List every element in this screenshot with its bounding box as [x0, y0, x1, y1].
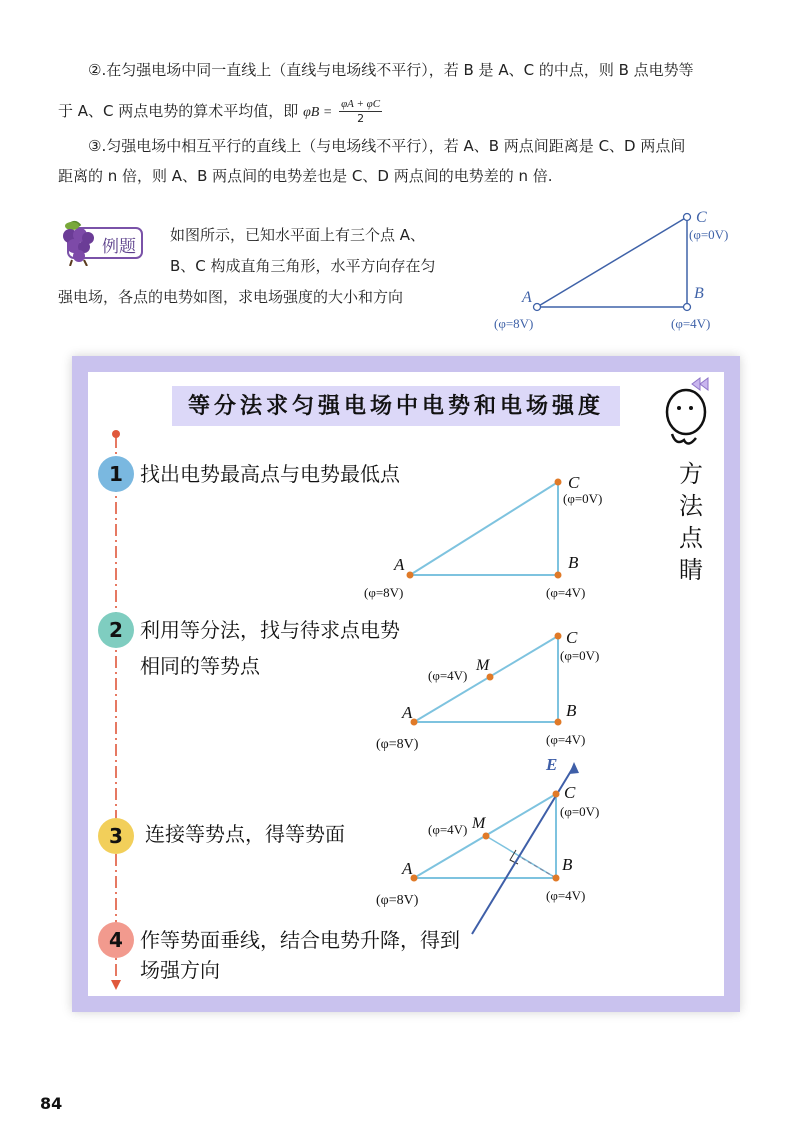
- s1-phi-a: (φ=8V): [364, 585, 404, 600]
- s1-point-a: [407, 572, 414, 579]
- formula-numerator: φA + φC: [341, 98, 381, 110]
- timeline-arrow-icon: [111, 980, 121, 990]
- label-b: B: [694, 285, 704, 302]
- step-4-text-line1: 作等势面垂线，结合电势升降，得到: [140, 928, 460, 952]
- side-label-char-3: 点: [679, 524, 703, 552]
- s3-label-b: B: [562, 855, 573, 874]
- phi-c: (φ=0V): [689, 227, 729, 242]
- s3-point-b: [553, 875, 560, 882]
- point-b: [684, 304, 691, 311]
- step-3-text: 连接等势点，得等势面: [145, 822, 345, 846]
- s3-phi-a: (φ=8V): [376, 893, 419, 908]
- phi-b: (φ=4V): [671, 316, 711, 331]
- segment-ac: [537, 217, 687, 307]
- example-badge: [58, 220, 144, 264]
- s2-point-b: [555, 719, 562, 726]
- step-2-diagram: [360, 626, 620, 760]
- example-badge-label: 例题: [102, 237, 136, 257]
- formula-fraction: [339, 98, 382, 125]
- step-2-number: 2: [98, 612, 134, 648]
- s2-phi-a: (φ=8V): [376, 737, 419, 752]
- s2-phi-m: (φ=4V): [428, 668, 468, 683]
- s3-field-arrow-icon: [569, 762, 579, 774]
- mascot-icon: [662, 374, 714, 452]
- s3-phi-b: (φ=4V): [546, 888, 586, 903]
- paragraph-2-line2: [58, 98, 748, 125]
- side-label-char-1: 方: [679, 460, 703, 488]
- point-c: [684, 214, 691, 221]
- example-line2: B、C 构成直角三角形，水平方向存在匀: [170, 257, 436, 275]
- step-2-text-line1: 利用等分法，找与待求点电势: [140, 618, 400, 642]
- phi-a: (φ=8V): [494, 316, 534, 331]
- s3-equipotential-line: [486, 836, 556, 878]
- step-2-text-line2: 相同的等势点: [140, 654, 260, 678]
- s1-point-c: [555, 479, 562, 486]
- s2-label-b: B: [566, 701, 577, 720]
- page-number: 84: [40, 1094, 63, 1113]
- label-c: C: [696, 209, 707, 226]
- s2-label-m: M: [476, 657, 490, 674]
- paragraph-2-prefix: 于 A、C 两点电势的算术平均值，即: [58, 102, 299, 120]
- s3-label-c: C: [564, 783, 576, 802]
- s2-point-m: [487, 674, 494, 681]
- side-label-char-2: 法: [679, 492, 703, 520]
- s2-phi-c: (φ=0V): [560, 648, 600, 663]
- s3-phi-m: (φ=4V): [428, 822, 468, 837]
- paragraph-3-line1: ③.匀强电场中相互平行的直线上（与电场线不平行），若 A、B 两点间距离是 C、D 两点间: [88, 137, 686, 155]
- example-line3: 强电场，各点的电势如图，求电场强度的大小和方向: [58, 288, 404, 306]
- s3-field-line: [472, 766, 574, 934]
- formula-denominator: 2: [357, 112, 365, 125]
- s3-point-c: [553, 791, 560, 798]
- s3-phi-c: (φ=0V): [560, 804, 600, 819]
- step-1-diagram: [360, 470, 620, 610]
- s1-point-b: [555, 572, 562, 579]
- example-line1: 如图所示，已知水平面上有三个点 A、: [170, 226, 426, 244]
- s3-label-e: E: [546, 756, 558, 774]
- side-label: [676, 458, 706, 586]
- s3-label-m: M: [472, 815, 486, 832]
- s2-phi-b: (φ=4V): [546, 732, 586, 747]
- s3-label-a: A: [402, 859, 413, 878]
- step-1-text: 找出电势最高点与电势最低点: [140, 462, 400, 486]
- step-1-number: 1: [98, 456, 134, 492]
- s3-point-m: [483, 833, 490, 840]
- paragraph-2-line1: ②.在匀强电场中同一直线上（直线与电场线不平行），若 B 是 A、C 的中点，则 B 点电势等: [88, 61, 694, 79]
- example-triangle-figure: [480, 200, 750, 340]
- s2-label-a: A: [402, 703, 413, 722]
- s1-label-b: B: [568, 553, 579, 572]
- step-3-number: 3: [98, 818, 134, 854]
- step-4-number: 4: [98, 922, 134, 958]
- point-a: [534, 304, 541, 311]
- formula-lhs: φB =: [303, 105, 333, 120]
- timeline: [104, 428, 128, 994]
- s1-phi-c: (φ=0V): [563, 491, 603, 506]
- s2-label-c: C: [566, 628, 578, 647]
- paragraph-3-line2: 距离的 n 倍，则 A、B 两点间的电势差也是 C、D 两点间的电势差的 n 倍.: [58, 167, 553, 185]
- s1-segment-ac: [410, 482, 558, 575]
- s1-phi-b: (φ=4V): [546, 585, 586, 600]
- side-label-char-4: 睛: [679, 556, 703, 584]
- s2-point-c: [555, 633, 562, 640]
- step-4-text-line2: 场强方向: [140, 958, 220, 982]
- step-3-diagram: [360, 756, 630, 940]
- s1-label-a: A: [394, 555, 405, 574]
- s1-label-c: C: [568, 473, 580, 492]
- method-card-title: 等分法求匀强电场中电势和电场强度: [172, 386, 620, 426]
- label-a: A: [522, 289, 532, 306]
